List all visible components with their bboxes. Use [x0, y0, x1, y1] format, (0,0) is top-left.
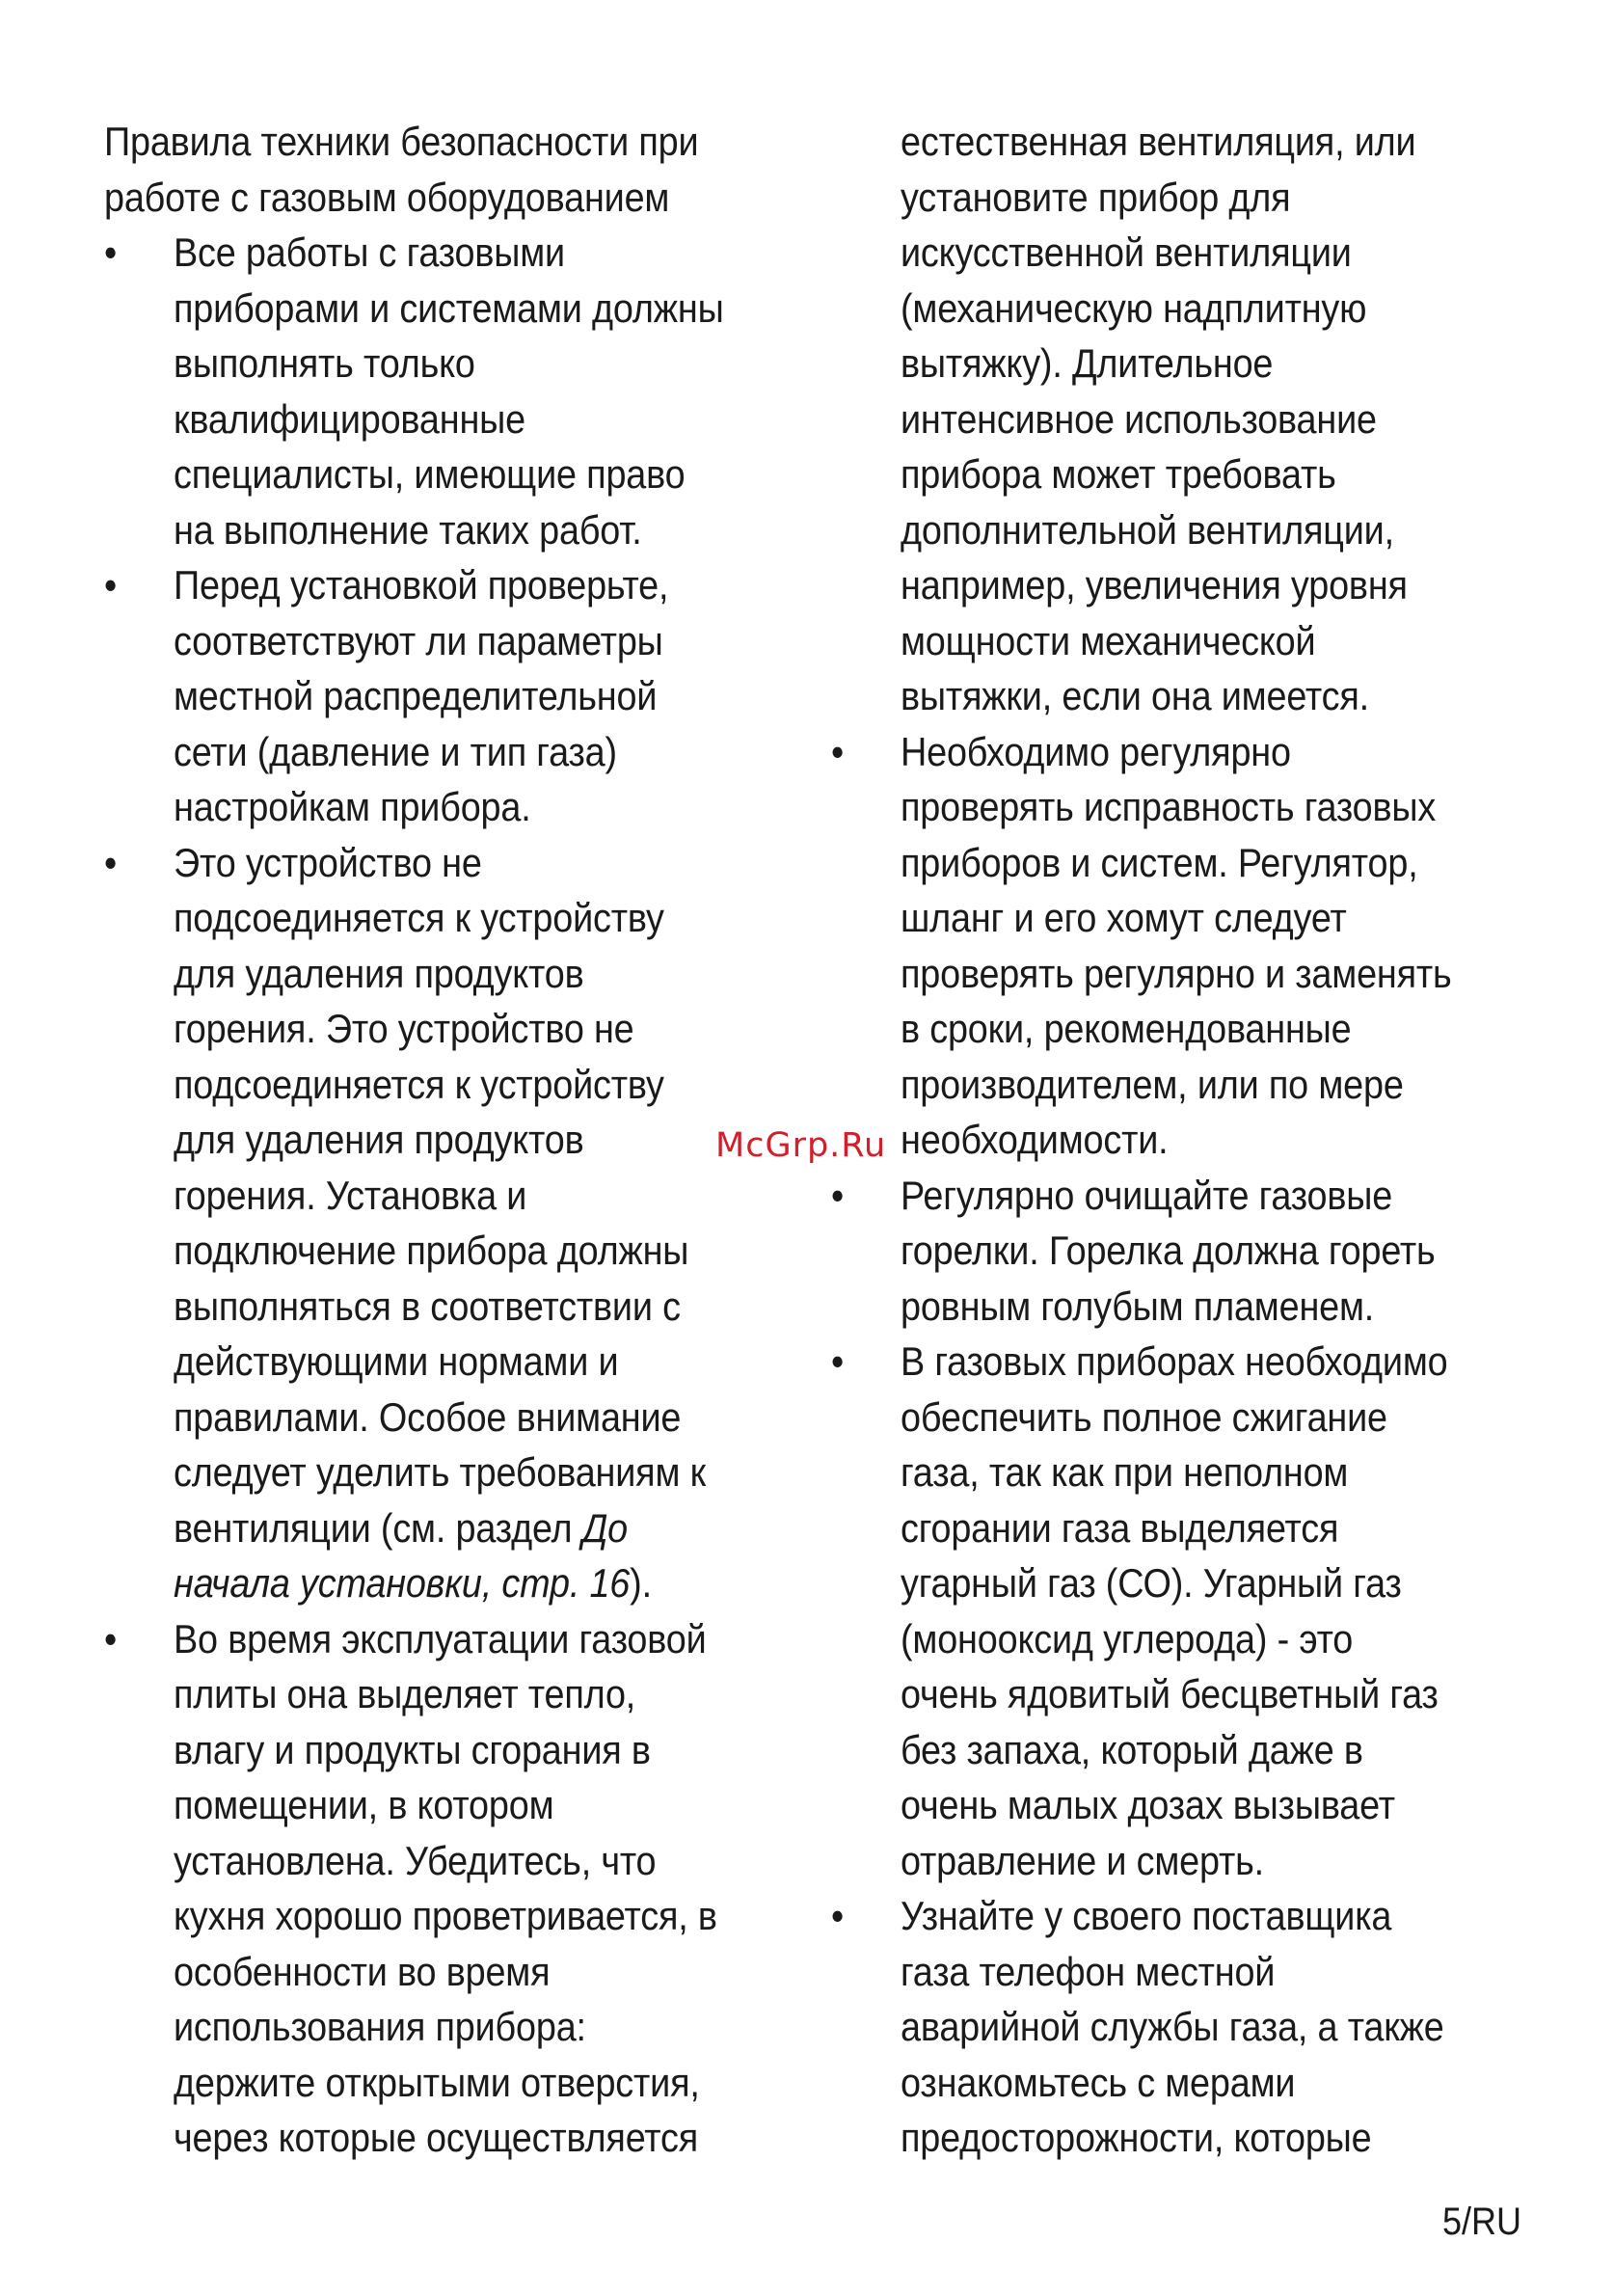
text-line: плиты она выделяет тепло,	[174, 1671, 636, 1716]
text-line: очень малых дозах вызывает	[901, 1782, 1395, 1827]
text-line: следует уделить требованиям к	[174, 1449, 706, 1495]
list-item-continuation	[831, 114, 1525, 724]
text-line: для удаления продуктов	[174, 1117, 584, 1162]
text-line: установите прибор для	[901, 174, 1291, 220]
left-bullet-list	[104, 225, 790, 2166]
page-number: 5/RU	[1442, 2201, 1522, 2243]
text-line: газа, так как при неполном	[901, 1449, 1349, 1495]
text-line: необходимости.	[901, 1117, 1169, 1162]
text-line: Перед установкой проверьте,	[174, 562, 669, 608]
text-line: помещении, в котором	[174, 1782, 554, 1827]
bullet-icon: •	[831, 728, 845, 774]
text-line: выполнять только	[174, 340, 475, 386]
text-line: проверять регулярно и заменять	[901, 950, 1452, 996]
bullet-icon: •	[104, 562, 118, 608]
heading-line: Правила техники безопасности при	[104, 119, 699, 164]
text-line: установлена. Убедитесь, что	[174, 1837, 657, 1883]
text-line: ровным голубым пламенем.	[901, 1283, 1375, 1329]
right-column	[831, 114, 1525, 2166]
text-line: очень ядовитый бесцветный газ	[901, 1671, 1439, 1716]
text-line: специалисты, имеющие право	[174, 451, 686, 497]
text-line: ознакомьтесь с мерами	[901, 2059, 1296, 2105]
text-line: на выполнение таких работ.	[174, 506, 642, 553]
watermark: McGrp.Ru	[715, 1126, 887, 1165]
text-line: В газовых приборах необходимо	[901, 1338, 1448, 1384]
text-line: интенсивное использование	[901, 395, 1377, 442]
text-line: обеспечить полное сжигание	[901, 1393, 1387, 1440]
bullet-icon: •	[831, 1893, 845, 1938]
text-line: газа телефон местной	[901, 1948, 1276, 1994]
text-line: горения. Это устройство не	[174, 1006, 634, 1051]
text-line: (монооксид углерода) - это	[901, 1615, 1354, 1661]
text-line: соответствуют ли параметры	[174, 617, 663, 663]
list-item	[104, 225, 790, 557]
text-line: настройкам прибора.	[174, 784, 531, 829]
text-line: квалифицированные	[174, 395, 525, 442]
left-column	[104, 114, 790, 2166]
section-reference: До	[581, 1504, 629, 1551]
text-line: например, увеличения уровня	[901, 562, 1408, 608]
text-line: приборами и системами должны	[174, 284, 724, 331]
text-fragment: вентиляции (см. раздел	[174, 1504, 582, 1551]
text-line: действующими нормами и	[174, 1338, 619, 1384]
text-line: вытяжку). Длительное	[901, 340, 1274, 386]
text-line: Необходимо регулярно	[901, 728, 1291, 774]
list-item	[831, 1168, 1525, 1335]
text-line: Все работы с газовыми	[174, 230, 565, 275]
text-line: сгорании газа выделяется	[901, 1504, 1339, 1551]
list-item	[831, 1888, 1525, 2166]
list-item	[831, 724, 1525, 1168]
text-line: прибора может требовать	[901, 451, 1336, 497]
text-line-with-reference	[174, 1500, 790, 1556]
text-line: подключение прибора должны	[174, 1228, 689, 1273]
right-bullet-list	[831, 114, 1525, 2166]
text-line: в сроки, рекомендованные	[901, 1006, 1352, 1051]
list-item	[104, 557, 790, 835]
text-line: горелки. Горелка должна гореть	[901, 1228, 1436, 1273]
text-line: влагу и продукты сгорания в	[174, 1726, 651, 1772]
bullet-icon: •	[831, 1338, 845, 1384]
text-line: (механическую надплитную	[901, 284, 1367, 331]
text-line-with-reference	[174, 1555, 790, 1611]
text-line: правилами. Особое внимание	[174, 1393, 682, 1440]
text-line: Это устройство не	[174, 839, 482, 885]
list-item	[831, 1334, 1525, 1888]
text-line: через которые осуществляется	[174, 2115, 699, 2160]
text-line: искусственной вентиляции	[901, 230, 1352, 275]
text-line: для удаления продуктов	[174, 950, 584, 996]
text-line: предосторожности, которые	[901, 2115, 1372, 2160]
bullet-icon: •	[831, 1172, 845, 1218]
text-line: угарный газ (СО). Угарный газ	[901, 1560, 1402, 1606]
text-line: Регулярно очищайте газовые	[901, 1172, 1393, 1218]
text-line: выполняться в соответствии с	[174, 1283, 681, 1329]
text-line: шланг и его хомут следует	[901, 895, 1347, 940]
text-line: особенности во время	[174, 1948, 551, 1994]
text-line: естественная вентиляция, или	[901, 119, 1416, 164]
text-line: мощности механической	[901, 617, 1316, 663]
text-line: проверять исправность газовых	[901, 784, 1437, 829]
text-line: использования прибора:	[174, 2004, 586, 2049]
text-line: Узнайте у своего поставщика	[901, 1893, 1392, 1938]
text-line: производителем, или по мере	[901, 1061, 1404, 1107]
text-line: кухня хорошо проветривается, в	[174, 1893, 717, 1938]
text-line: Во время эксплуатации газовой	[174, 1615, 707, 1661]
list-item	[104, 1611, 790, 2166]
text-line: подсоединяется к устройству	[174, 1061, 664, 1107]
text-fragment: ).	[630, 1560, 652, 1606]
text-line: сети (давление и тип газа)	[174, 728, 617, 774]
heading-line: работе с газовым оборудованием	[104, 174, 670, 220]
text-line: держите открытыми отверстия,	[174, 2059, 700, 2105]
text-line: вытяжки, если она имеется.	[901, 673, 1369, 718]
section-reference: начала установки, стр. 16	[174, 1560, 631, 1606]
bullet-icon: •	[104, 839, 118, 885]
section-heading	[104, 114, 790, 225]
bullet-icon: •	[104, 230, 118, 275]
text-line: местной распределительной	[174, 673, 658, 718]
text-line: аварийной службы газа, а также	[901, 2004, 1444, 2049]
list-item	[104, 835, 790, 1611]
text-line: без запаха, который даже в	[901, 1726, 1363, 1772]
text-line: отравление и смерть.	[901, 1837, 1264, 1883]
text-line: приборов и систем. Регулятор,	[901, 839, 1418, 885]
text-line: дополнительной вентиляции,	[901, 506, 1394, 553]
text-line: подсоединяется к устройству	[174, 895, 664, 940]
bullet-icon: •	[104, 1615, 118, 1661]
text-line: горения. Установка и	[174, 1172, 527, 1218]
